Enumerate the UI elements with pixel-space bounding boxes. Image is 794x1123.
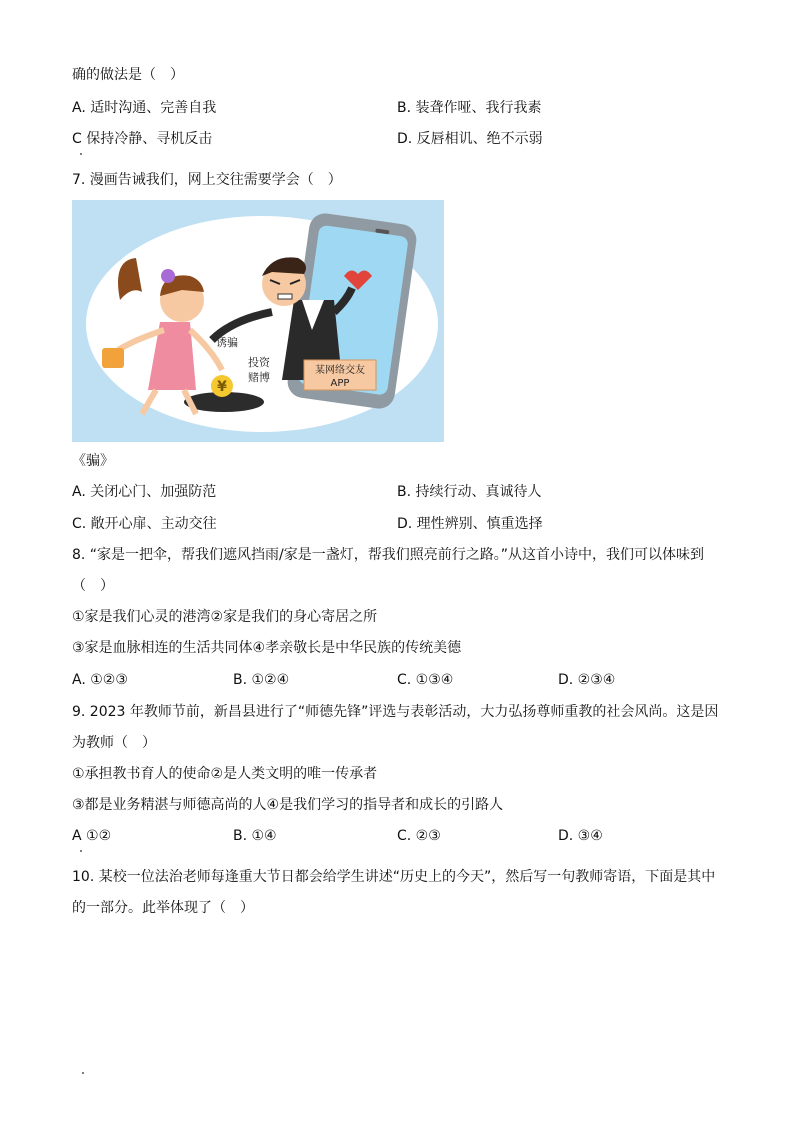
question-8-stem: 8. “家是一把伞，帮我们遮风挡雨/家是一盏灯，帮我们照亮前行之路。”从这首小诗中，我们可以体味到 [72, 547, 705, 563]
q9-option-a[interactable]: A ①② [72, 828, 112, 844]
question-10-stem-cont: 的一部分。此举体现了（ ） [72, 900, 254, 916]
q8-option-b[interactable]: B. ①②④ [233, 672, 290, 688]
stray-dot [80, 153, 82, 155]
phone-label-2: APP [330, 378, 350, 389]
q9-statements-1: ①承担教书育人的使命②是人类文明的唯一传承者 [72, 766, 378, 782]
label-invest-1: 投资 [248, 356, 270, 369]
question-9-stem: 9. 2023 年教师节前，新昌县进行了“师德先锋”评选与表彰活动，大力弘扬尊师重教的社会风尚。这是因 [72, 704, 719, 720]
fraud-cartoon [72, 200, 444, 442]
q9-option-d[interactable]: D. ③④ [558, 828, 603, 844]
question-7-stem: 7. 漫画告诫我们，网上交往需要学会（ ） [72, 172, 342, 188]
q8-statements-2: ③家是血脉相连的生活共同体④孝亲敬长是中华民族的传统美德 [72, 640, 462, 656]
q8-option-c[interactable]: C. ①③④ [397, 672, 454, 688]
q6-option-b[interactable]: B. 装聋作哑、我行我素 [397, 100, 542, 116]
label-lure: 诱骗 [216, 336, 238, 349]
q7-option-d[interactable]: D. 理性辨别、慎重选择 [397, 516, 543, 532]
q6-option-c[interactable]: C 保持冷静、寻机反击 [72, 131, 213, 147]
q8-option-d[interactable]: D. ②③④ [558, 672, 616, 688]
question-10-stem: 10. 某校一位法治老师每逢重大节日都会给学生讲述“历史上的今天”，然后写一句教师寄语，下面是其中 [72, 869, 716, 885]
question-9-stem-cont: 为教师（ ） [72, 735, 156, 751]
label-invest-2: 赌博 [248, 371, 270, 384]
q8-statements-1: ①家是我们心灵的港湾②家是我们的身心寄居之所 [72, 609, 378, 625]
cartoon-caption: 《骗》 [72, 453, 114, 469]
q9-statements-2: ③都是业务精湛与师德高尚的人④是我们学习的指导者和成长的引路人 [72, 797, 504, 813]
q9-option-c[interactable]: C. ②③ [397, 828, 441, 844]
svg-text:¥: ¥ [217, 379, 227, 395]
q7-option-c[interactable]: C. 敞开心扉、主动交往 [72, 516, 217, 532]
question-8-stem-cont: （ ） [72, 578, 114, 594]
q7-option-b[interactable]: B. 持续行动、真诚待人 [397, 484, 542, 500]
phone-label-1: 某网络交友 [315, 365, 365, 376]
q8-option-a[interactable]: A. ①②③ [72, 672, 128, 688]
stray-dot [82, 1072, 84, 1074]
q7-option-a[interactable]: A. 关闭心门、加强防范 [72, 484, 217, 500]
handbag-icon [102, 348, 124, 368]
question-6-stem-tail: 确的做法是（ ） [72, 67, 184, 83]
q9-option-b[interactable]: B. ①④ [233, 828, 277, 844]
q6-option-d[interactable]: D. 反唇相讥、绝不示弱 [397, 131, 543, 147]
stray-dot [80, 850, 82, 852]
q6-option-a[interactable]: A. 适时沟通、完善自我 [72, 100, 217, 116]
